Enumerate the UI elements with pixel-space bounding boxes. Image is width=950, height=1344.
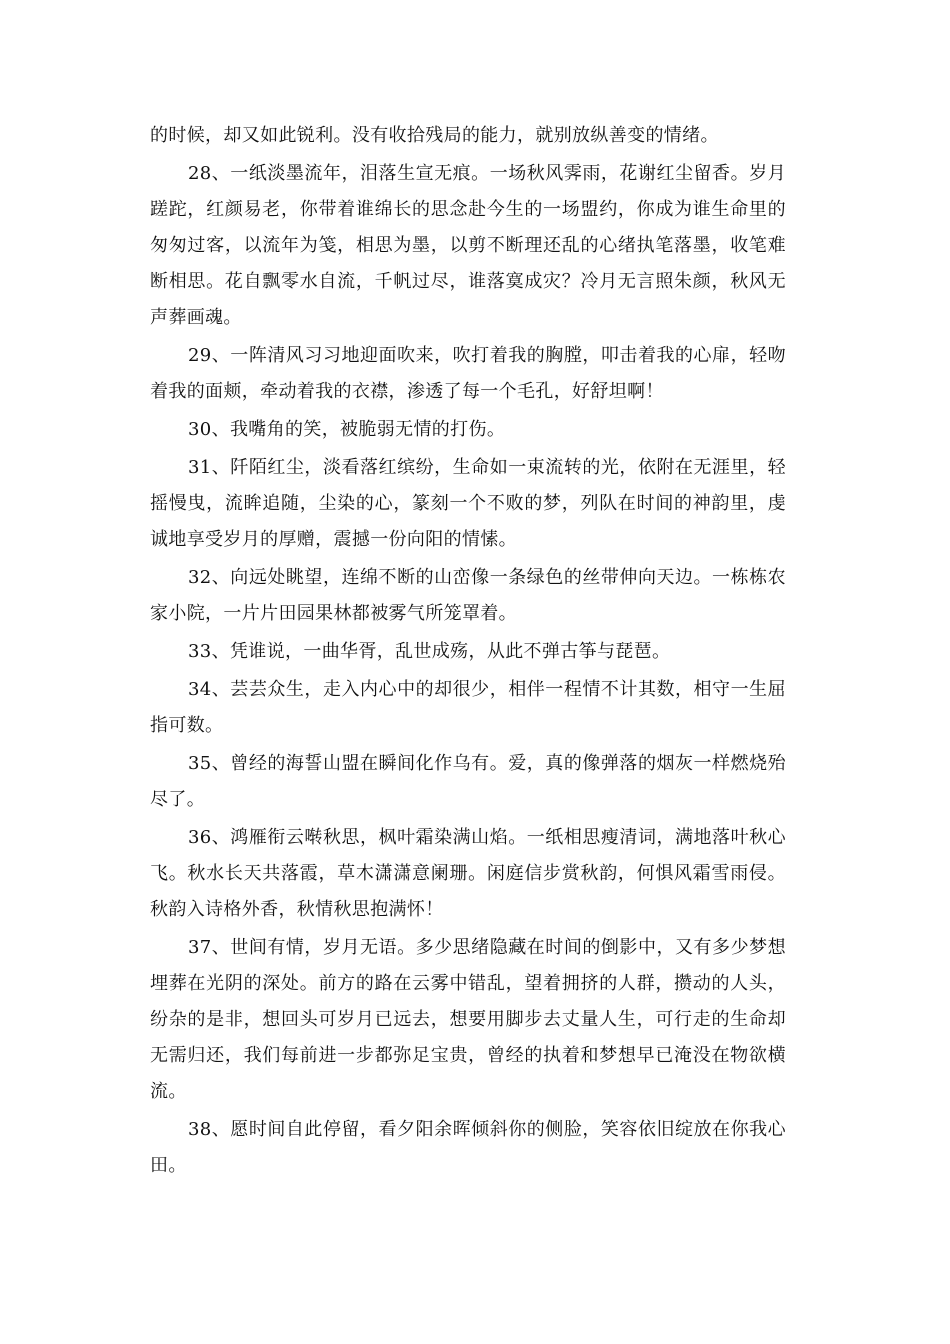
paragraph-38: 38、愿时间自此停留，看夕阳余晖倾斜你的侧脸，笑容依旧绽放在你我心田。: [150, 1119, 786, 1176]
paragraph-37: 37、世间有情，岁月无语。多少思绪隐藏在时间的倒影中，又有多少梦想埋葬在光阴的深处。前方的路在云雾中错乱，望着拥挤的人群，攒动的人头，纷杂的是非，想回头可岁月已远去，想要用脚步去丈量人生，可行走的生命却无需归还，我们每前进一步都弥足宝贵，曾经的执着和梦想早已淹没在物欲横流。: [150, 937, 786, 1102]
paragraph-35: 35、曾经的海誓山盟在瞬间化作乌有。爱，真的像弹落的烟灰一样燃烧殆尽了。: [150, 753, 786, 810]
paragraph-30: 30、我嘴角的笑，被脆弱无情的打伤。: [188, 419, 506, 440]
paragraph-34: 34、芸芸众生，走入内心中的却很少，相伴一程情不计其数，相守一生屈指可数。: [150, 679, 786, 736]
paragraph-29: 29、一阵清风习习地迎面吹来，吹打着我的胸膛，叩击着我的心扉，轻吻着我的面颊，牵动着我的衣襟，渗透了每一个毛孔，好舒坦啊！: [150, 345, 786, 402]
paragraph-28: 28、一纸淡墨流年，泪落生宣无痕。一场秋风霁雨，花谢红尘留香。岁月蹉跎，红颜易老，你带着谁绵长的思念赴今生的一场盟约，你成为谁生命里的匆匆过客，以流年为笺，相思为墨，以剪不断理还乱的心绪执笔落墨，收笔难断相思。花自飘零水自流，千帆过尽，谁落寞成灾？冷月无言照朱颜，秋风无声葬画魂。: [150, 163, 786, 328]
paragraph-31: 31、阡陌红尘，淡看落红缤纷，生命如一束流转的光，依附在无涯里，轻摇慢曳，流眸追随，尘染的心，篆刻一个不败的梦，列队在时间的神韵里，虔诚地享受岁月的厚赠，震撼一份向阳的情愫。: [150, 457, 786, 550]
paragraph-36: 36、鸿雁衔云啭秋思，枫叶霜染满山焰。一纸相思瘦清词，满地落叶秋心飞。秋水长天共落霞，草木潇潇意阑珊。闲庭信步赏秋韵，何惧风霜雪雨侵。秋韵入诗格外香，秋情秋思抱满怀！: [150, 827, 786, 920]
paragraph-33: 33、凭谁说，一曲华胥，乱世成殇，从此不弹古筝与琵琶。: [188, 641, 671, 662]
paragraph-32: 32、向远处眺望，连绵不断的山峦像一条绿色的丝带伸向天边。一栋栋农家小院，一片片田园果林都被雾气所笼罩着。: [150, 567, 786, 624]
paragraph-continuation: 的时候，却又如此锐利。没有收拾残局的能力，就别放纵善变的情绪。: [150, 125, 719, 146]
document-body: [150, 118, 786, 1186]
